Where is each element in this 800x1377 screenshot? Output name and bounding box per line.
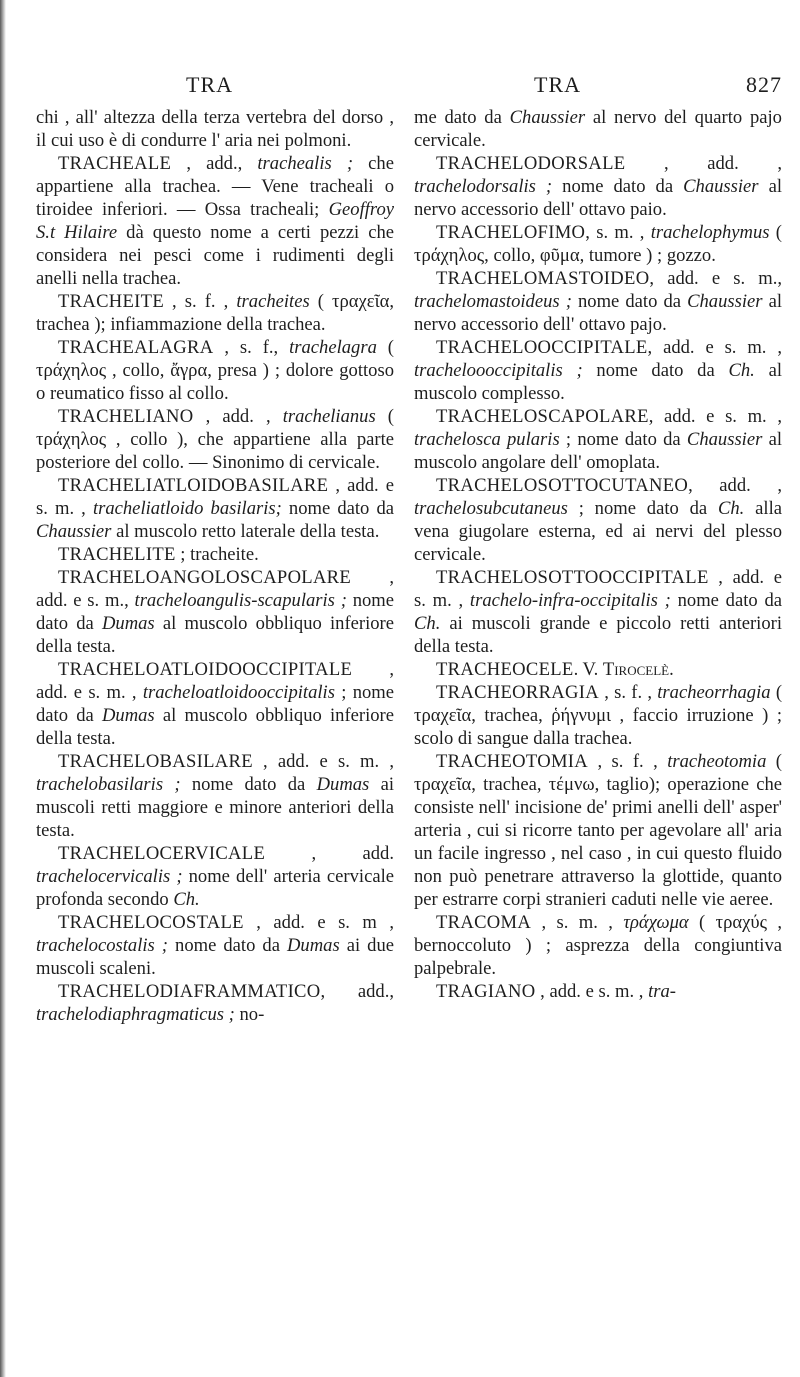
dictionary-entry (36, 405, 394, 474)
entry-text: nome dato da (36, 590, 394, 634)
running-head-left: TRA (186, 72, 233, 97)
entry-text: ; nome dato da (36, 682, 394, 726)
left-page-header (36, 72, 394, 106)
entry-headword: TRACHELOSOTTOCUTANEO (436, 475, 689, 496)
entry-term-italic: Ch. (173, 889, 200, 910)
entry-text: ( τράχηλος , collo ), che appartiene alla parte posteriore del collo. — Sinonimo di cervicale. (36, 406, 394, 473)
entry-text: , s. m. , (585, 222, 651, 243)
entry-term-italic: τράχωμα (623, 912, 689, 933)
entry-term-italic: Chaussier (683, 176, 759, 197)
entry-cross-reference: Tirocelè. (602, 659, 674, 680)
entry-headword: TRACHELOBASILARE (58, 751, 253, 772)
entry-headword: TRACHELITE (58, 544, 176, 565)
entry-headword: TRACHEALE (58, 153, 172, 174)
entry-headword: TRAGIANO (436, 981, 536, 1002)
entry-headword: TRACHELOOCCIPITALE (436, 337, 648, 358)
entry-text: ( τραχύς , bernoccoluto ) ; asprezza della congiuntiva palpebrale. (414, 912, 782, 979)
entry-term-italic: Geoffroy S.t Hilaire (36, 199, 394, 243)
entry-text: , add., (171, 153, 258, 174)
dictionary-entry (414, 152, 782, 221)
left-text-column (36, 106, 394, 1366)
dictionary-page (0, 72, 800, 1372)
entry-term-italic: trachelobasilaris ; (36, 774, 181, 795)
entry-term-italic: trachelosca pularis (414, 429, 560, 450)
entry-text: . V. (573, 659, 603, 680)
entry-term-italic: Ch. (414, 613, 441, 634)
dictionary-entry (36, 152, 394, 290)
entry-term-italic: trachelocervicalis ; (36, 866, 183, 887)
entry-term-italic: Ch. (728, 360, 755, 381)
entry-term-italic: trachelomastoideus ; (414, 291, 572, 312)
entry-headword: TRACHELOSOTTOOCCIPITALE (436, 567, 709, 588)
dictionary-entry (414, 267, 782, 336)
dictionary-entry (36, 842, 394, 911)
entry-text: al nervo del quarto pajo cervicale. (414, 107, 782, 151)
dictionary-entry (414, 658, 782, 681)
entry-text: nome dato da (552, 176, 684, 197)
entry-term-italic: Dumas (101, 705, 155, 726)
entry-text: al muscolo angolare dell' omoplata. (414, 429, 782, 473)
entry-text: me dato da (414, 107, 510, 128)
dictionary-entry (414, 750, 782, 911)
dictionary-entry (414, 336, 782, 405)
entry-headword: TRACHELOATLOIDOOCCIPITALE (58, 659, 353, 680)
entry-text: , s. f., (213, 337, 290, 358)
entry-text: nome dato da (571, 291, 688, 312)
entry-text: nome dato da (281, 498, 394, 519)
page-number-right: 827 (746, 72, 782, 97)
entry-headword: TRACHELODIAFRAMMATICO (58, 981, 321, 1002)
entry-text: dà questo nome a certi pezzi che considera nei pesci come i rudimenti degli anelli nella trachea. (36, 222, 394, 289)
entry-headword: TRACHEOCELE (436, 659, 574, 680)
entry-headword: TRACHELOANGOLOSCAPOLARE (58, 567, 352, 588)
entry-text: ( τράχηλος , collo, ἄγρα, presa ) ; dolore gottoso o reumatico fisso al collo. (36, 337, 394, 404)
dictionary-entry (414, 474, 782, 566)
entry-term-italic: trachelodorsalis ; (414, 176, 553, 197)
dictionary-entry (36, 750, 394, 842)
entry-text: alla vena giugolare esterna, ed ai nervi del plesso cervicale. (414, 498, 782, 565)
entry-term-italic: trachelosubcutaneus (414, 498, 568, 519)
entry-term-italic: Ch. (717, 498, 745, 519)
entry-text: , add., (320, 981, 394, 1002)
entry-text: , add. (265, 843, 394, 864)
entry-term-italic: Dumas (316, 774, 370, 795)
entry-headword: TRACHEOTOMIA (436, 751, 589, 772)
entry-term-italic: tracheloooccipitalis ; (414, 360, 583, 381)
entry-text: al muscolo retto laterale della testa. (111, 521, 380, 542)
entry-text: al muscolo complesso. (414, 360, 782, 404)
entry-term-italic: trachelo-infra-occipitalis ; (469, 590, 671, 611)
right-text-column (414, 106, 782, 1366)
entry-text: ( τραχεῖα, trachea, τέμνω, taglio); operazione che consiste nell' incisione de' primi anelli dell' asper' arteria , cui si ricorre tanto per agevolare all' aria un facile ingresso , nel caso , in cui questo fluido non può penetrare attraverso la glottide, quanto per estrarre corpi stranieri caduti nelle vie aeree. (414, 751, 782, 910)
entry-term-italic: tracheorrhagia (657, 682, 771, 703)
dictionary-entry (36, 290, 394, 336)
entry-term-italic: Chaussier (686, 429, 763, 450)
entry-text: ai due muscoli scaleni. (36, 935, 394, 979)
entry-text: , add. e s. m., (649, 268, 782, 289)
dictionary-entry (414, 221, 782, 267)
entry-term-italic: tracheotomia (667, 751, 767, 772)
entry-text: , add. e s. m. , (647, 337, 782, 358)
entry-text: , add. , (625, 153, 782, 174)
entry-headword: TRACHELOCERVICALE (58, 843, 266, 864)
entry-headword: TRACHELOCOSTALE (58, 912, 244, 933)
entry-term-italic: trachelagra (289, 337, 377, 358)
entry-term-italic: tracheloangulis-scapularis ; (134, 590, 347, 611)
entry-text: , add. , (193, 406, 283, 427)
entry-text: ; nome dato da (567, 498, 718, 519)
entry-text: , add. e s. m. , (36, 475, 394, 519)
entry-term-italic: trachelophymus (650, 222, 770, 243)
entry-term-italic: tra- (648, 981, 676, 1002)
entry-text: ; tracheite. (175, 544, 259, 565)
entry-term-italic: trachelocostalis ; (36, 935, 169, 956)
entry-text: ai muscoli grande e piccolo retti anteriori della testa. (414, 613, 782, 657)
entry-headword: TRACHEORRAGIA (436, 682, 599, 703)
entry-text: ( τραχεῖα, trachea ); infiammazione della trachea. (36, 291, 394, 335)
entry-term-italic: Dumas (101, 613, 155, 634)
entry-text: al nervo accessorio dell' ottavo paio. (414, 176, 782, 220)
dictionary-entry (36, 980, 394, 1026)
entry-text: ai muscoli retti maggiore e minore anteriori della testa. (36, 774, 394, 841)
entry-text: chi , all' altezza della terza vertebra del dorso , il cui uso è di condurre l' aria nei polmoni. (36, 107, 394, 151)
entry-text: al muscolo obbliquo inferiore della testa. (36, 613, 394, 657)
entry-term-italic: tracheliatloido basilaris; (92, 498, 282, 519)
entry-text: , add. e s. m. , (36, 659, 394, 703)
dictionary-entry (414, 911, 782, 980)
entry-text: , s. f. , (598, 682, 658, 703)
entry-text: al muscolo obbliquo inferiore della testa. (36, 705, 394, 749)
dictionary-entry (36, 106, 394, 152)
entry-text: , s. f. , (588, 751, 668, 772)
entry-headword: TRACHELOMASTOIDEO (436, 268, 650, 289)
entry-text: nome dato da (670, 590, 782, 611)
entry-headword: TRACHELOFIMO (436, 222, 586, 243)
dictionary-entry (36, 474, 394, 543)
entry-text: nome dato da (582, 360, 729, 381)
entry-text: no- (234, 1004, 265, 1025)
dictionary-entry (414, 106, 782, 152)
entry-text: , add. e s. m. , (414, 567, 782, 611)
entry-term-italic: tracheloatloidooccipitalis (142, 682, 335, 703)
entry-term-italic: Chaussier (36, 521, 112, 542)
entry-text: , add. e s. m., (36, 567, 394, 611)
dictionary-entry (414, 980, 782, 1003)
dictionary-entry (414, 405, 782, 474)
entry-headword: TRACHELIATLOIDOBASILARE (58, 475, 329, 496)
entry-text: nome dell' arteria cervicale profonda secondo (36, 866, 394, 910)
entry-term-italic: tracheites (236, 291, 310, 312)
dictionary-entry (36, 336, 394, 405)
entry-text: , s. f. , (163, 291, 237, 312)
entry-headword: TRACHELODORSALE (436, 153, 626, 174)
entry-headword: TRACHELIANO (58, 406, 194, 427)
entry-term-italic: trachealis ; (257, 153, 354, 174)
entry-text: , add. e s. m. , (252, 751, 394, 772)
entry-term-italic: Chaussier (687, 291, 763, 312)
entry-text: che appartiene alla trachea. — Vene tracheali o tiroidee inferiori. — Ossa tracheali; (36, 153, 394, 220)
entry-text: ( τραχεῖα, trachea, ῥήγνυμι , faccio irruzione ) ; scolo di sangue dalla trachea. (414, 682, 782, 749)
entry-headword: TRACHEITE (58, 291, 164, 312)
entry-term-italic: Chaussier (509, 107, 586, 128)
entry-text: ( τράχηλος, collo, φῦμα, tumore ) ; gozzo. (414, 222, 782, 266)
entry-text: , add. e s. m. , (535, 981, 649, 1002)
entry-text: nome dato da (168, 935, 287, 956)
entry-headword: TRACOMA (436, 912, 532, 933)
entry-text: , add. e s. m , (243, 912, 394, 933)
entry-headword: TRACHEALAGRA (58, 337, 214, 358)
dictionary-entry (36, 911, 394, 980)
running-head-right: TRA (534, 72, 581, 97)
entry-text: , s. m. , (531, 912, 624, 933)
entry-text: nome dato da (180, 774, 317, 795)
entry-text: al nervo accessorio dell' ottavo pajo. (414, 291, 782, 335)
entry-text: , add. , (688, 475, 782, 496)
dictionary-entry (36, 543, 394, 566)
dictionary-entry (36, 658, 394, 750)
entry-term-italic: Dumas (287, 935, 340, 956)
entry-term-italic: trachelodiaphragmaticus ; (36, 1004, 235, 1025)
dictionary-entry (414, 681, 782, 750)
entry-headword: TRACHELOSCAPOLARE (436, 406, 649, 427)
entry-text: , add. e s. m. , (648, 406, 782, 427)
right-page-header (414, 72, 782, 106)
entry-term-italic: trachelianus (282, 406, 376, 427)
entry-text: ; nome dato da (559, 429, 687, 450)
dictionary-entry (36, 566, 394, 658)
dictionary-entry (414, 566, 782, 658)
